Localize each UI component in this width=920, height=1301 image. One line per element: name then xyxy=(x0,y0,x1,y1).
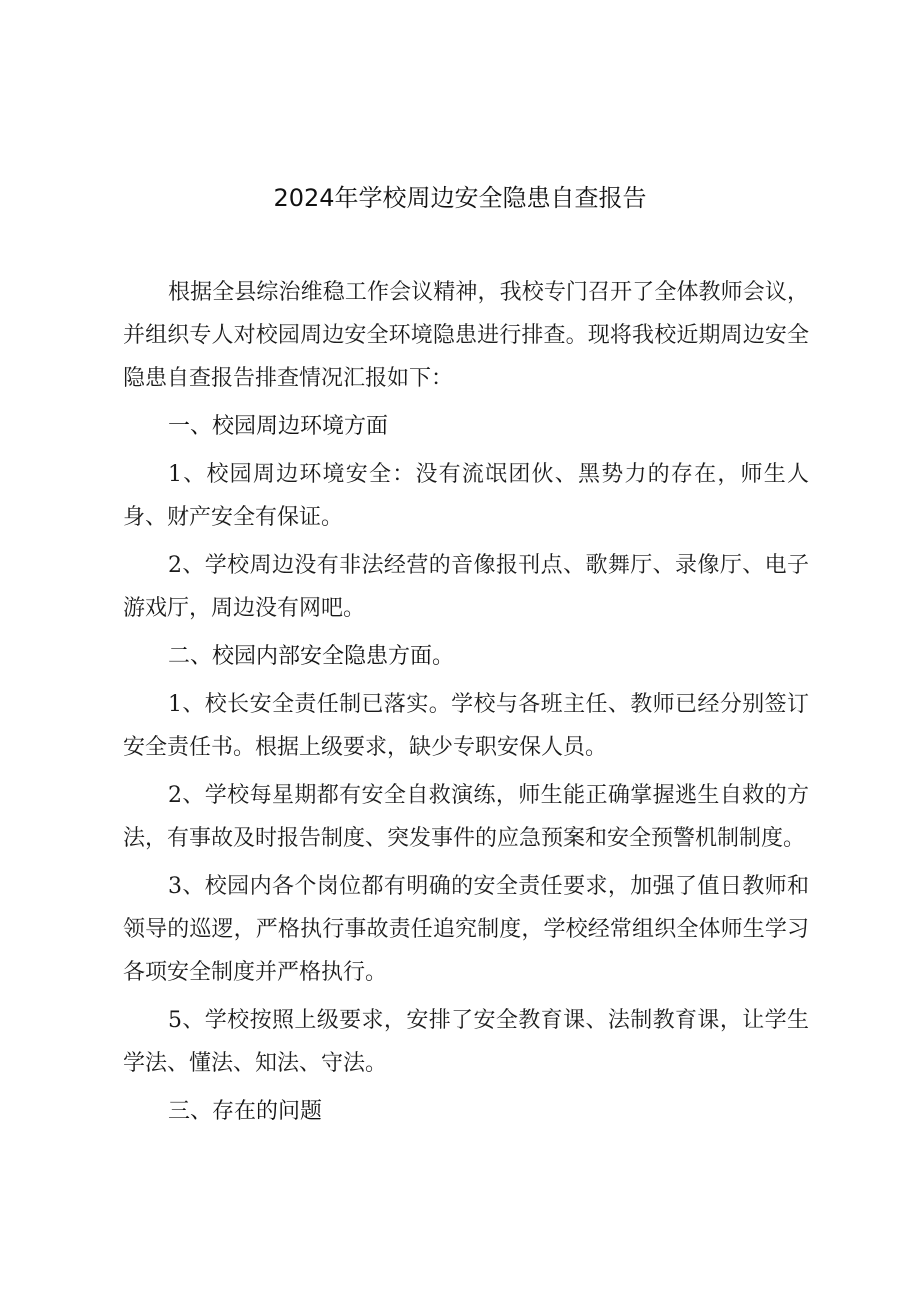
section-1-item-2: 2、学校周边没有非法经营的音像报刊点、歌舞厅、录像厅、电子游戏厅，周边没有网吧。 xyxy=(123,553,809,621)
document-title: 2024年学校周边安全隐患自查报告 xyxy=(273,184,647,212)
section-1-item-1: 1、校园周边环境安全：没有流氓团伙、黑势力的存在，师生人身、财产安全有保证。 xyxy=(123,462,809,530)
document-body xyxy=(123,271,809,1138)
section-heading-2: 二、校园内部安全隐患方面。 xyxy=(168,644,455,669)
section-heading-3: 三、存在的问题 xyxy=(168,1099,323,1124)
section-2-item-3: 3、校园内各个岗位都有明确的安全责任要求，加强了值日教师和领导的巡逻，严格执行事故责任追究制度，学校经常组织全体师生学习各项安全制度并严格执行。 xyxy=(123,874,809,985)
section-heading-1: 一、校园周边环境方面 xyxy=(168,414,389,439)
section-2-item-5: 5、学校按照上级要求，安排了安全教育课、法制教育课，让学生学法、懂法、知法、守法。 xyxy=(123,1008,809,1076)
section-2-item-2: 2、学校每星期都有安全自救演练，师生能正确掌握逃生自救的方法，有事故及时报告制度、突发事件的应急预案和安全预警机制制度。 xyxy=(123,783,809,851)
section-2-item-1: 1、校长安全责任制已落实。学校与各班主任、教师已经分别签订安全责任书。根据上级要求，缺少专职安保人员。 xyxy=(123,692,809,760)
intro-paragraph: 根据全县综治维稳工作会议精神，我校专门召开了全体教师会议，并组织专人对校园周边安全环境隐患进行排查。现将我校近期周边安全隐患自查报告排查情况汇报如下： xyxy=(123,280,809,391)
